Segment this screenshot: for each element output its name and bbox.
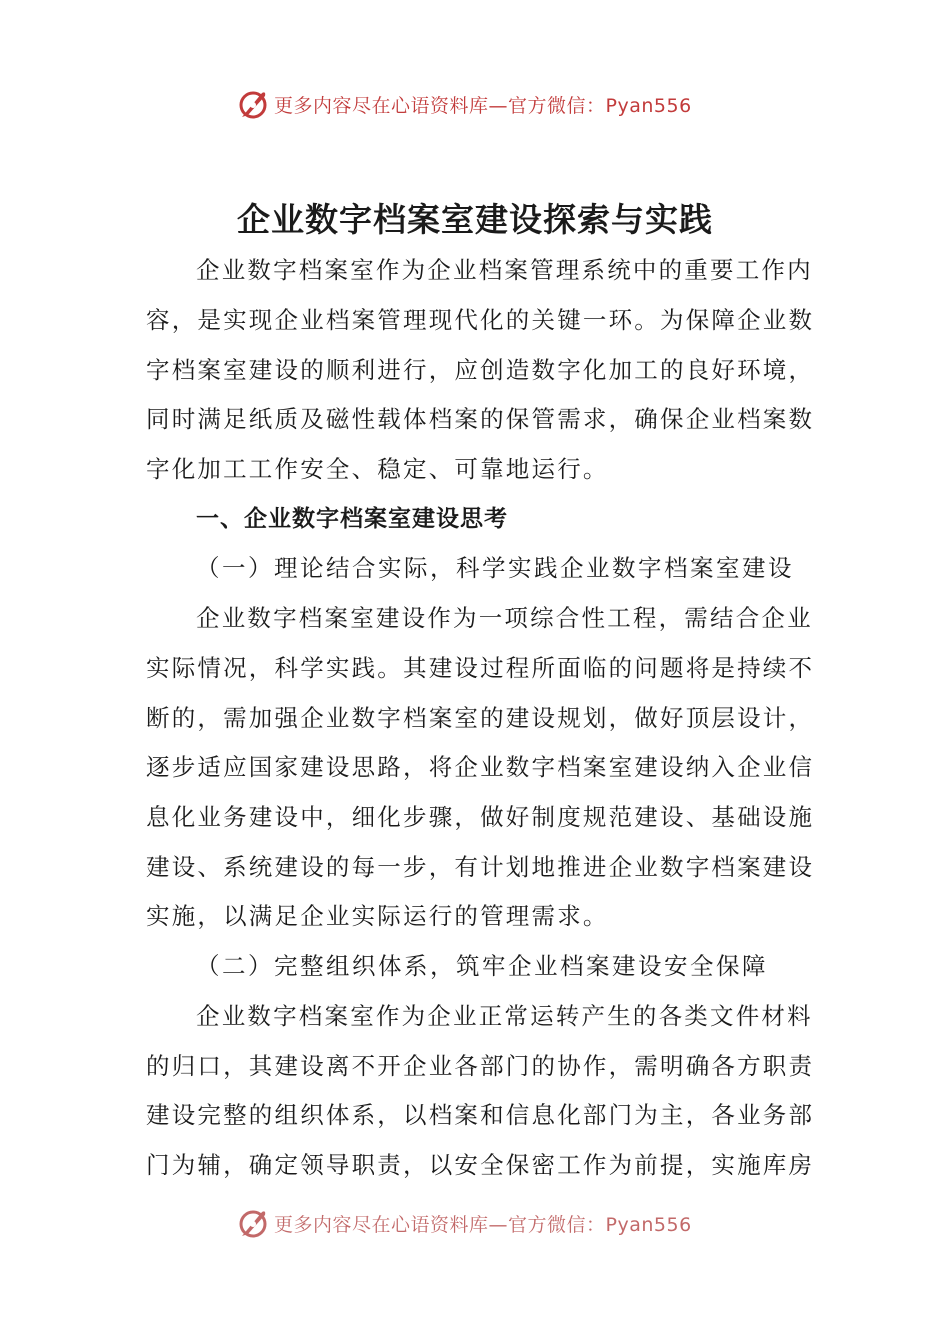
body-line: 建设完整的组织体系，以档案和信息化部门为主，各业务部 <box>146 1101 815 1129</box>
body-line: 企业数字档案室作为企业正常运转产生的各类文件材料 <box>196 1002 813 1030</box>
body-line: 实际情况，科学实践。其建设过程所面临的问题将是持续不 <box>146 654 815 682</box>
section-heading: 一、企业数字档案室建设思考 <box>196 506 508 532</box>
quill-logo-icon <box>236 1206 270 1240</box>
body-line: 企业数字档案室建设作为一项综合性工程，需结合企业 <box>196 604 813 632</box>
body-line: 逐步适应国家建设思路，将企业数字档案室建设纳入企业信 <box>146 753 815 781</box>
body-line: 字档案室建设的顺利进行，应创造数字化加工的良好环境， <box>146 356 815 384</box>
document-title: 企业数字档案室建设探索与实践 <box>237 200 713 239</box>
body-line: 门为辅，确定领导职责，以安全保密工作为前提，实施库房 <box>146 1151 815 1179</box>
watermark-text: 更多内容尽在心语资料库—官方微信：Pyan556 <box>274 1213 692 1236</box>
body-line: 断的，需加强企业数字档案室的建设规划，做好顶层设计， <box>146 704 815 732</box>
quill-logo-icon <box>236 87 270 121</box>
subsection-heading: （二）完整组织体系，筑牢企业档案建设安全保障 <box>196 952 768 980</box>
subsection-heading: （一）理论结合实际，科学实践企业数字档案室建设 <box>196 554 794 582</box>
body-line: 字化加工工作安全、稳定、可靠地运行。 <box>146 455 609 483</box>
body-line: 息化业务建设中，细化步骤，做好制度规范建设、基础设施 <box>146 803 815 831</box>
body-line: 建设、系统建设的每一步，有计划地推进企业数字档案建设 <box>146 853 815 881</box>
body-line: 的归口，其建设离不开企业各部门的协作，需明确各方职责 <box>146 1052 815 1080</box>
body-line: 企业数字档案室作为企业档案管理系统中的重要工作内 <box>196 256 813 284</box>
body-line: 同时满足纸质及磁性载体档案的保管需求，确保企业档案数 <box>146 405 815 433</box>
body-line: 实施，以满足企业实际运行的管理需求。 <box>146 902 609 930</box>
watermark-text: 更多内容尽在心语资料库—官方微信：Pyan556 <box>274 94 692 117</box>
header-watermark <box>0 84 950 124</box>
body-line: 容，是实现企业档案管理现代化的关键一环。为保障企业数 <box>146 306 815 334</box>
footer-watermark <box>0 1203 950 1243</box>
